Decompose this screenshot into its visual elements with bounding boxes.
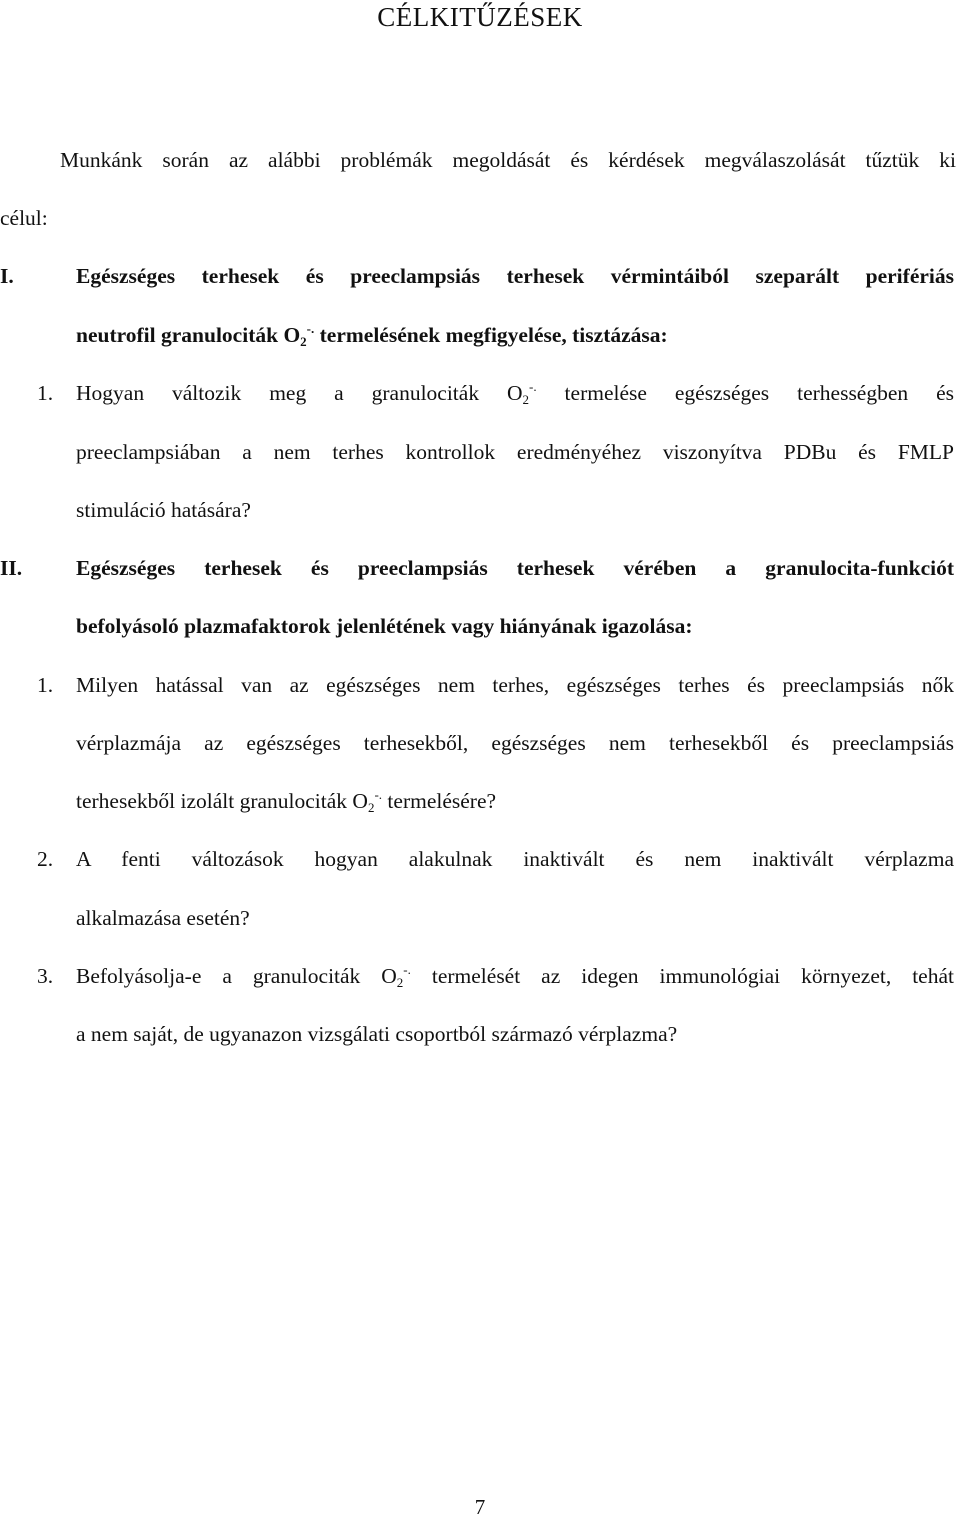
section-1-item-1-line-3: stimuláció hatására?: [76, 498, 251, 522]
item-text-b: termelésére?: [382, 789, 497, 813]
intro-line-1: Munkánk során az alábbi problémák megoldását és kérdések megválaszolását tűztük ki: [60, 148, 956, 172]
superscript: -.: [374, 787, 383, 802]
subscript: 2: [396, 975, 404, 990]
superscript: -.: [306, 321, 315, 336]
item-text-a: Befolyásolja-e a granulociták O: [76, 964, 397, 988]
section-2-heading-line-1: Egészséges terhesek és preeclampsiás terhesek vérében a granulocita-funkciót: [76, 556, 954, 580]
section-2-heading-line-2: befolyásoló plazmafaktorok jelenlétének vagy hiányának igazolása:: [76, 614, 693, 638]
page-title: CÉLKITŰZÉSEK: [377, 2, 583, 32]
section-1-heading-text-a: neutrofil granulociták O: [76, 323, 301, 347]
section-1-item-1-marker: 1.: [37, 381, 54, 405]
subscript: 2: [300, 334, 307, 349]
item-text-a: Hogyan változik meg a granulociták O: [76, 381, 523, 405]
section-2-item-2-line-1: A fenti változások hogyan alakulnak inaktivált és nem inaktivált vérplazma: [76, 847, 954, 871]
section-1-item-1-line-2: preeclampsiában a nem terhes kontrollok eredményéhez viszonyítva PDBu és FMLP: [76, 440, 954, 464]
superscript: -.: [529, 379, 537, 394]
section-1-marker: I.: [0, 264, 14, 288]
section-2-item-3-line-1: [76, 962, 954, 990]
section-2-item-3-marker: 3.: [37, 964, 54, 988]
section-2-item-1-line-2: vérplazmája az egészséges terhesekből, egészséges nem terhesekből és preeclampsiás: [76, 731, 954, 755]
section-1-heading-text-b: termelésének megfigyelése, tisztázása:: [314, 323, 668, 347]
section-2-item-1-line-3: [76, 787, 496, 815]
page-number: 7: [474, 1495, 486, 1519]
superscript: -.: [403, 962, 411, 977]
subscript: 2: [522, 392, 530, 407]
subscript: 2: [367, 800, 375, 815]
section-1-heading-line-2: [76, 321, 668, 349]
section-1-heading-line-1: Egészséges terhesek és preeclampsiás terhesek vérmintáiból szeparált perifériás: [76, 264, 954, 288]
section-2-item-3-line-2: a nem saját, de ugyanazon vizsgálati csoportból származó vérplazma?: [76, 1022, 678, 1046]
section-2-marker: II.: [0, 556, 23, 580]
item-text-a: terhesekből izolált granulociták O: [76, 789, 368, 813]
intro-line-2: célul:: [0, 206, 48, 230]
section-2-item-1-line-1: Milyen hatással van az egészséges nem terhes, egészséges terhes és preeclampsiás nők: [76, 673, 954, 697]
item-text-b: termelését az idegen immunológiai környezet, tehát: [410, 964, 954, 988]
section-2-item-2-line-2: alkalmazása esetén?: [76, 906, 250, 930]
section-2-item-2-marker: 2.: [37, 847, 54, 871]
item-text-b: termelése egészséges terhességben és: [536, 381, 954, 405]
section-2-item-1-marker: 1.: [37, 673, 54, 697]
section-1-item-1-line-1: [76, 379, 954, 407]
